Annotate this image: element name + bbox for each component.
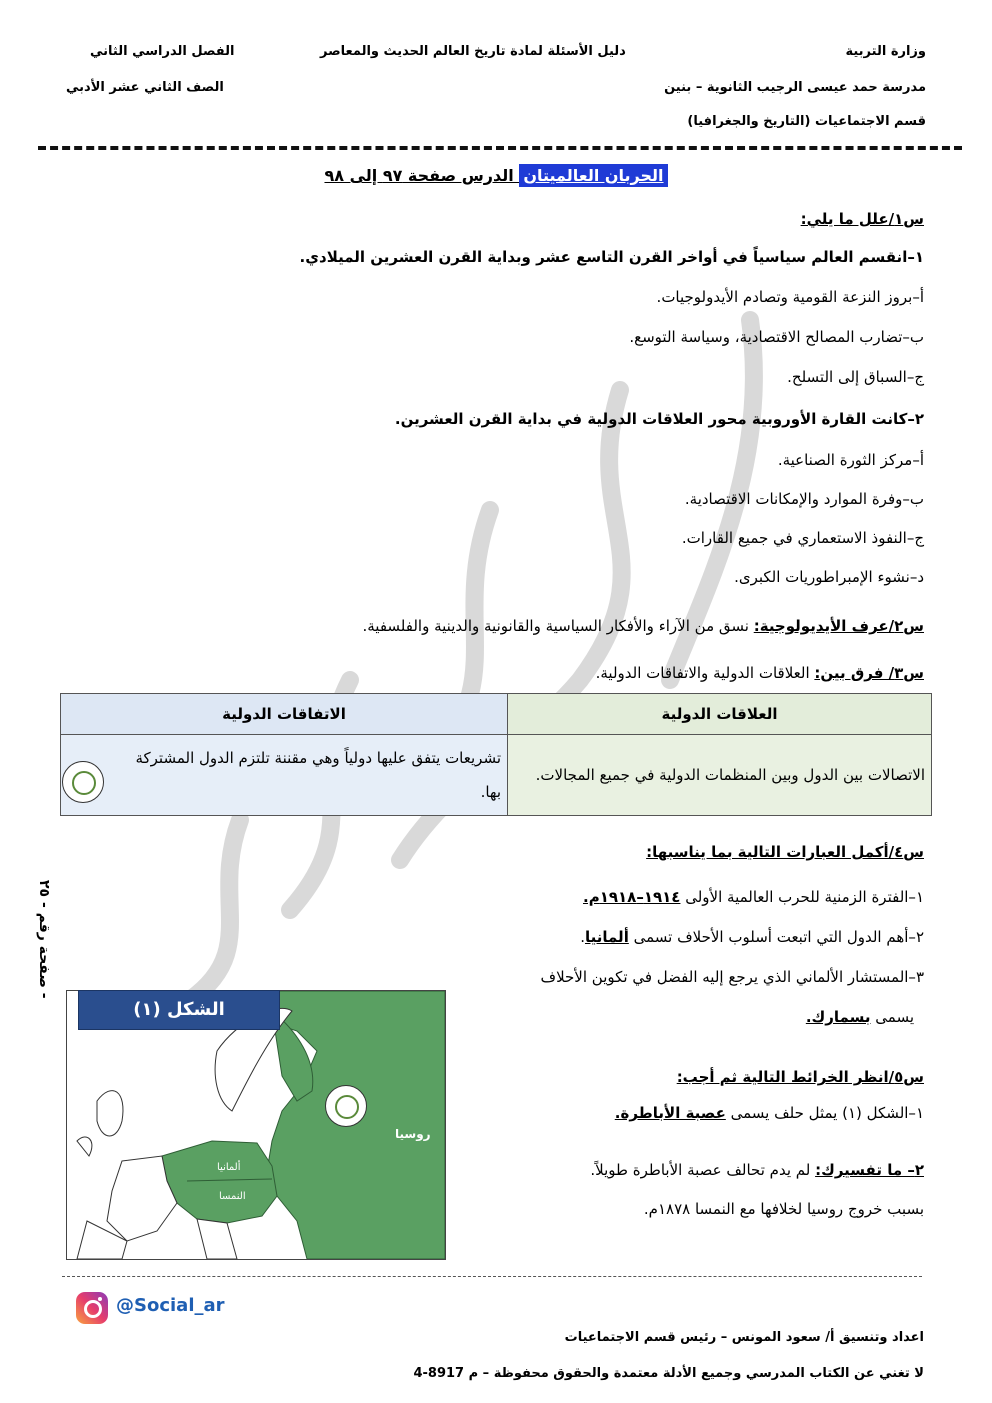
q5-item2-answer: بسبب خروج روسيا لخلافها مع النمسا ١٨٧٨م. bbox=[643, 1200, 924, 1218]
lesson-title-highlight: الحربان العالميتان bbox=[519, 164, 667, 187]
q1-item2-answer-c: ج–النفوذ الاستعماري في جميع القارات. bbox=[681, 529, 924, 547]
q5-item2 bbox=[590, 1161, 924, 1179]
q4-item1-text: ١–الفترة الزمنية للحرب العالمية الأولى bbox=[680, 888, 924, 906]
comparison-table bbox=[60, 693, 932, 816]
q3-line bbox=[596, 664, 924, 682]
q1-item2-answer-d: د–نشوء الإمبراطوريات الكبرى. bbox=[734, 568, 924, 586]
q5-heading: س٥/انظر الخرائط التالية ثم أجب: bbox=[676, 1068, 924, 1086]
footer-disclaimer: لا تغني عن الكتاب المدرسي وجميع الأدلة معتمدة والحقوق محفوظة – م 8917-4 bbox=[413, 1366, 924, 1381]
table-cell-agreements-text: تشريعات يتفق عليها دولياً وهي مقننة تلتزم الدول المشتركة بها. bbox=[135, 749, 501, 801]
instagram-icon[interactable] bbox=[76, 1292, 108, 1324]
q5-item1-answer: عصبة الأباطرة. bbox=[614, 1104, 726, 1122]
q3-text: العلاقات الدولية والاتفاقات الدولية. bbox=[595, 664, 815, 682]
figure-label: الشكل (١) bbox=[78, 990, 280, 1030]
q4-item2: ٢–أهم الدول التي اتبعت أسلوب الأحلاف تسمى ألمانيا. bbox=[580, 928, 924, 946]
europe-map bbox=[66, 990, 446, 1260]
q1-item2-answer-a: أ–مركز الثورة الصناعية. bbox=[777, 451, 924, 469]
q1-heading: س١/علل ما يلي: bbox=[800, 210, 924, 228]
side-page-number bbox=[22, 880, 62, 1010]
q1-item1-answer-c: ج–السباق إلى التسلح. bbox=[787, 368, 924, 386]
q4-heading: س٤/أكمل العبارات التالية بما يناسبها: bbox=[646, 843, 924, 861]
q4-item3-cont-text: يسمى bbox=[870, 1008, 914, 1026]
term-label: الفصل الدراسي الثاني bbox=[90, 44, 235, 59]
lesson-title-pages: الدرس صفحة ٩٧ إلى ٩٨ bbox=[324, 166, 520, 185]
q5-item1-text: ١–الشكل (١) يمثل حلف يسمى bbox=[725, 1104, 924, 1122]
map-label-russia: روسيا bbox=[395, 1127, 431, 1141]
q4-item3-cont bbox=[806, 1008, 914, 1026]
lesson-title bbox=[0, 166, 992, 185]
guide-title: دليل الأسئلة لمادة تاريخ العالم الحديث والمعاصر bbox=[320, 44, 626, 59]
q3-heading: س٣/ فرق بين: bbox=[814, 664, 924, 682]
footer-prepared-by: اعداد وتنسيق أ/ سعود المونس – رئيس قسم الاجتماعيات bbox=[564, 1330, 924, 1345]
watermark-signature bbox=[150, 260, 870, 1020]
q2-answer: نسق من الآراء والأفكار السياسية والقانونية والدينية والفلسفية. bbox=[362, 617, 754, 635]
table-header-relations: العلاقات الدولية bbox=[508, 694, 932, 735]
map-school-logo-icon bbox=[325, 1085, 367, 1127]
map-label-austria: النمسا bbox=[219, 1191, 246, 1202]
school-logo-icon bbox=[62, 761, 104, 803]
ministry-label: وزارة التربية bbox=[845, 44, 926, 59]
q1-item2-answer-b: ب–وفرة الموارد والإمكانات الاقتصادية. bbox=[684, 490, 924, 508]
school-label: مدرسة حمد عيسى الرجيب الثانوية – بنين bbox=[664, 80, 926, 95]
q1-item1-answer-a: أ–بروز النزعة القومية وتصادم الأيدولوجيات. bbox=[656, 288, 924, 306]
table-cell-relations: الاتصالات بين الدول وبين المنظمات الدولية في جميع المجالات. bbox=[508, 735, 932, 816]
q4-item2-text: ٢–أهم الدول التي اتبعت أسلوب الأحلاف تسمى bbox=[628, 928, 924, 946]
q4-item1-answer: ١٩١٤–١٩١٨م. bbox=[583, 888, 681, 906]
table-header-agreements: الاتفاقات الدولية bbox=[61, 694, 508, 735]
q1-item1: ١–انقسم العالم سياسياً في أواخر القرن التاسع عشر وبداية القرن العشرين الميلادي. bbox=[299, 248, 924, 266]
q5-item1 bbox=[615, 1104, 924, 1122]
table-cell-agreements bbox=[61, 735, 508, 816]
side-page-text: صفحة رقم - ٢٥ - bbox=[36, 880, 52, 999]
map-svg bbox=[67, 991, 445, 1259]
q4-item1 bbox=[583, 888, 924, 906]
q4-item3: ٣–المستشار الألماني الذي يرجع إليه الفضل في تكوين الأحلاف bbox=[540, 968, 924, 986]
footer-divider bbox=[62, 1276, 922, 1277]
q4-item2-answer: ألمانيا bbox=[584, 928, 629, 946]
q2-line bbox=[363, 617, 925, 635]
q1-item2: ٢–كانت القارة الأوروبية محور العلاقات الدولية في بداية القرن العشرين. bbox=[394, 410, 924, 428]
header-divider bbox=[38, 146, 962, 150]
q5-item2-label: ٢– ما تفسيرك: bbox=[815, 1161, 924, 1179]
table-header-row bbox=[61, 694, 932, 735]
q5-item2-text: لم يدم تحالف عصبة الأباطرة طويلاً. bbox=[590, 1161, 816, 1179]
q2-heading: س٢/عرف الأيديولوجية: bbox=[753, 617, 924, 635]
q1-item1-answer-b: ب–تضارب المصالح الاقتصادية، وسياسة التوسع. bbox=[629, 328, 924, 346]
social-handle-link[interactable]: @Social_ar bbox=[116, 1295, 225, 1316]
department-label: قسم الاجتماعيات (التاريخ والجغرافيا) bbox=[687, 114, 926, 129]
q4-item3-answer: بسمارك. bbox=[805, 1008, 871, 1026]
table-row bbox=[61, 735, 932, 816]
grade-label: الصف الثاني عشر الأدبي bbox=[66, 80, 224, 95]
map-label-germany: ألمانيا bbox=[217, 1162, 241, 1173]
